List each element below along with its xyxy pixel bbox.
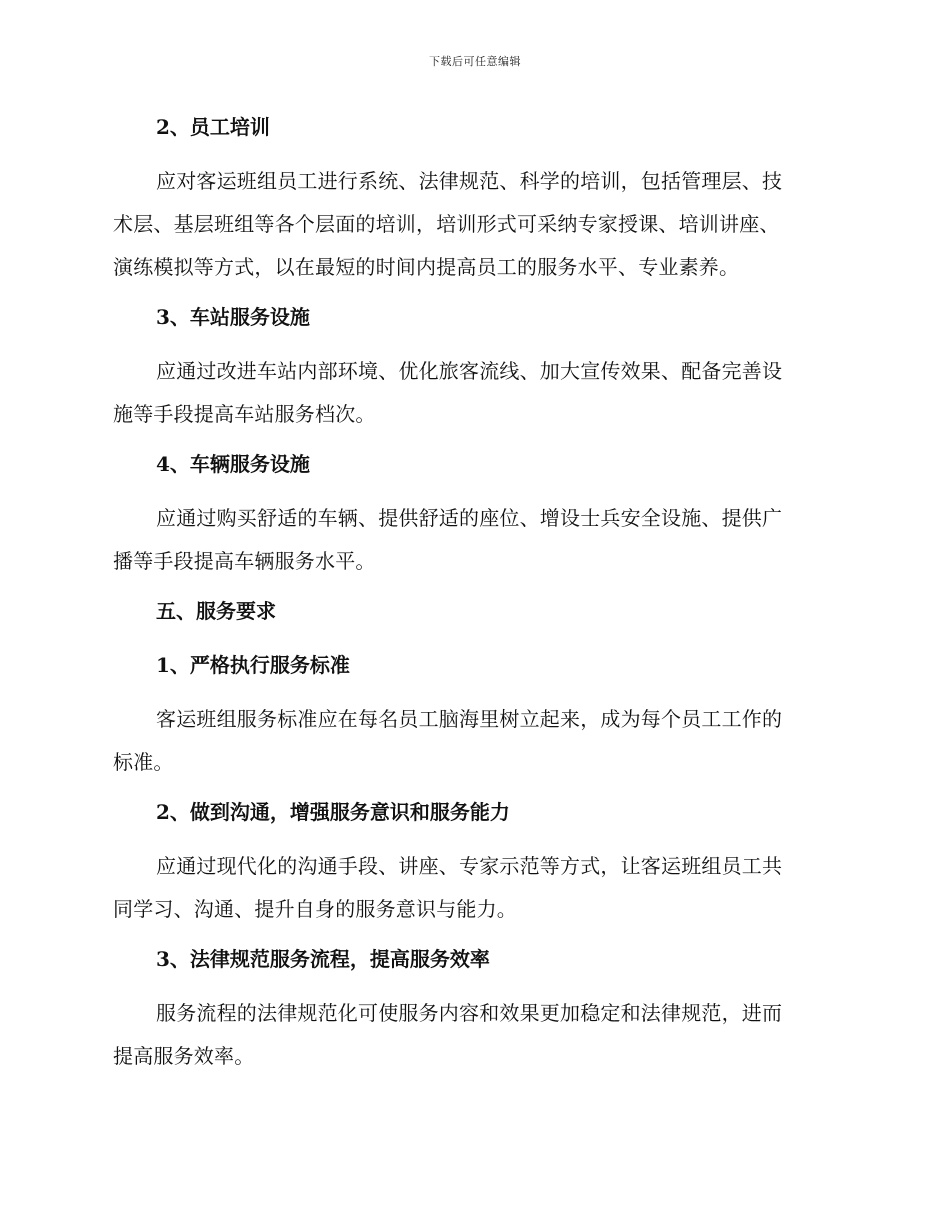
section-paragraph [113,992,833,1078]
paragraph-line: 应通过购买舒适的车辆、提供舒适的座位、增设士兵安全设施、提供广 [156,506,783,530]
paragraph-line: 术层、基层班组等各个层面的培训，培训形式可采纳专家授课、培训讲座、 [113,212,780,236]
section-heading: 4、车辆服务设施 [156,452,310,476]
paragraph-line: 应通过现代化的沟通手段、讲座、专家示范等方式，让客运班组员工共 [156,854,783,878]
paragraph-line: 施等手段提高车站服务档次。 [113,402,376,426]
chapter-heading: 五、服务要求 [156,599,276,623]
paragraph-line: 应对客运班组员工进行系统、法律规范、科学的培训，包括管理层、技 [156,169,783,193]
section-heading: 3、法律规范服务流程，提高服务效率 [156,947,490,971]
paragraph-line: 同学习、沟通、提升自身的服务意识与能力。 [113,897,517,921]
section-paragraph [113,845,833,931]
paragraph-line: 服务流程的法律规范化可使服务内容和效果更加稳定和法律规范，进而 [156,1001,783,1025]
section-paragraph [113,350,833,436]
document-body [113,111,833,1090]
paragraph-line: 演练模拟等方式，以在最短的时间内提高员工的服务水平、专业素养。 [113,255,740,279]
paragraph-line: 播等手段提高车辆服务水平。 [113,549,376,573]
page-header: 下载后可任意编辑 [429,55,521,68]
section-heading: 3、车站服务设施 [156,305,310,329]
section-heading: 2、员工培训 [156,115,270,139]
section-paragraph [113,698,833,784]
section-heading: 2、做到沟通，增强服务意识和服务能力 [156,800,510,824]
section-heading: 1、严格执行服务标准 [156,653,350,677]
section-paragraph [113,160,833,289]
paragraph-line: 应通过改进车站内部环境、优化旅客流线、加大宣传效果、配备完善设 [156,359,783,383]
section-paragraph [113,497,833,583]
paragraph-line: 提高服务效率。 [113,1044,255,1068]
paragraph-line: 标准。 [113,750,174,774]
paragraph-line: 客运班组服务标准应在每名员工脑海里树立起来，成为每个员工工作的 [156,707,783,731]
